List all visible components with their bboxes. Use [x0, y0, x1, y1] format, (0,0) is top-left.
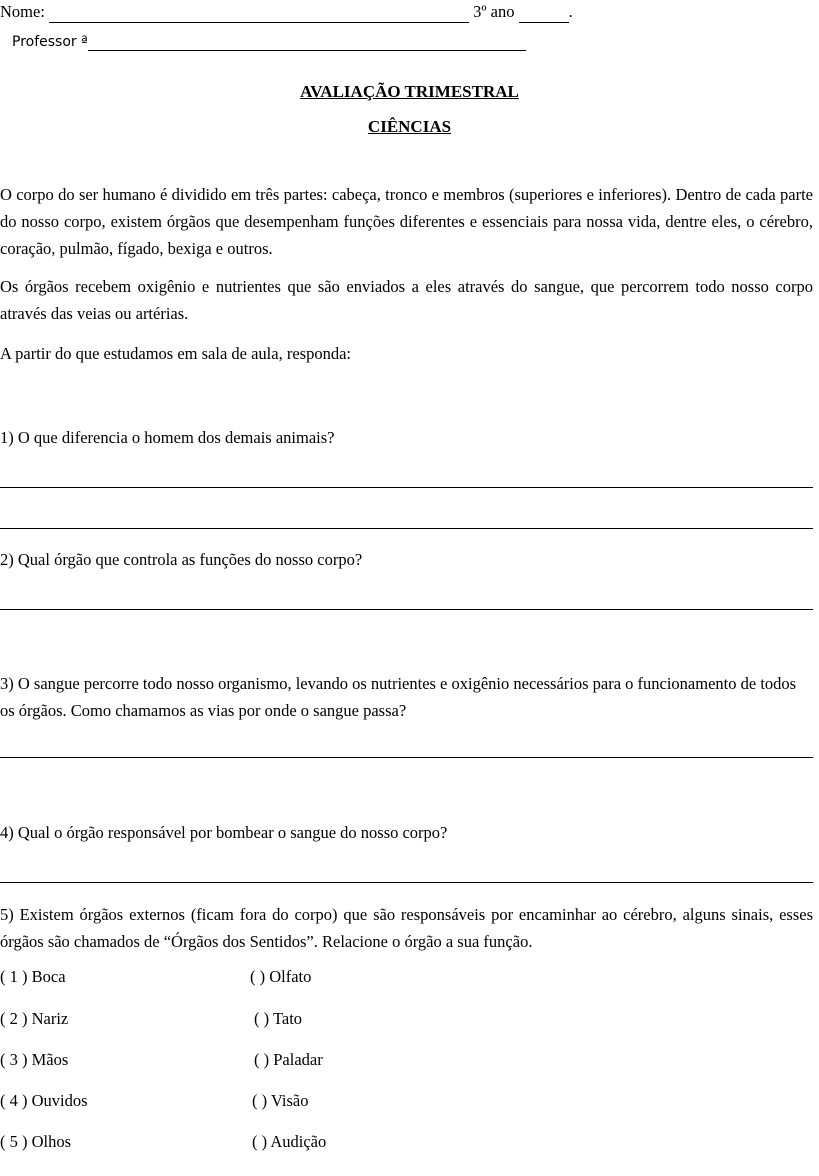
teacher-field[interactable]	[88, 34, 526, 51]
subject-title: CIÊNCIAS	[367, 117, 452, 136]
question-5: 5) Existem órgãos externos (ficam fora do corpo) que são responsáveis por encaminhar ao cérebro, alguns sinais, esses órgãos são chamados de “Órgãos dos Sentidos”. Relacione o órgão a sua função.	[0, 905, 813, 951]
question-4: 4) Qual o órgão responsável por bombear o sangue do nosso corpo?	[0, 823, 448, 842]
answer-line-4[interactable]	[0, 882, 813, 883]
question-2: 2) Qual órgão que controla as funções do nosso corpo?	[0, 550, 363, 569]
match-left-5: ( 5 ) Olhos	[0, 1132, 72, 1151]
match-right-2[interactable]: ( ) Tato	[254, 1009, 303, 1028]
match-right-5[interactable]: ( ) Audição	[252, 1132, 327, 1151]
page-title: AVALIAÇÃO TRIMESTRAL	[300, 82, 519, 101]
teacher-label: Professor ª	[12, 34, 88, 50]
intro-paragraph-1: O corpo do ser humano é dividido em três partes: cabeça, tronco e membros (superiores e inferiores). Dentro de cada parte do nosso corpo, existem órgãos que desempenham funções diferentes e essenciais para nossa vida, dentre eles, o cérebro, coração, pulmão, fígado, bexiga e outros.	[0, 185, 813, 258]
grade-suffix: .	[568, 2, 573, 21]
answer-line-2[interactable]	[0, 609, 813, 610]
name-label: Nome:	[0, 2, 45, 21]
match-right-1[interactable]: ( ) Olfato	[250, 967, 312, 986]
grade-field[interactable]	[519, 2, 569, 23]
match-right-4[interactable]: ( ) Visão	[252, 1091, 309, 1110]
match-left-2: ( 2 ) Nariz	[0, 1009, 69, 1028]
teacher-row	[12, 34, 526, 51]
grade-label: 3º ano	[473, 2, 515, 21]
name-row	[0, 2, 573, 23]
answer-line-1a[interactable]	[0, 487, 813, 488]
answer-line-1b[interactable]	[0, 528, 813, 529]
match-left-4: ( 4 ) Ouvidos	[0, 1091, 88, 1110]
question-3: 3) O sangue percorre todo nosso organismo, levando os nutrientes e oxigênio necessários para o funcionamento de todos os órgãos. Como chamamos as vias por onde o sangue passa?	[0, 674, 797, 720]
match-left-1: ( 1 ) Boca	[0, 967, 66, 986]
question-1: 1) O que diferencia o homem dos demais animais?	[0, 428, 335, 447]
answer-line-3[interactable]	[0, 757, 813, 758]
name-field[interactable]	[49, 2, 469, 23]
match-right-3[interactable]: ( ) Paladar	[254, 1050, 323, 1069]
intro-instruction: A partir do que estudamos em sala de aula, responda:	[0, 344, 351, 363]
intro-paragraph-2: Os órgãos recebem oxigênio e nutrientes que são enviados a eles através do sangue, que percorrem todo nosso corpo através das veias ou artérias.	[0, 277, 813, 323]
match-left-3: ( 3 ) Mãos	[0, 1050, 69, 1069]
